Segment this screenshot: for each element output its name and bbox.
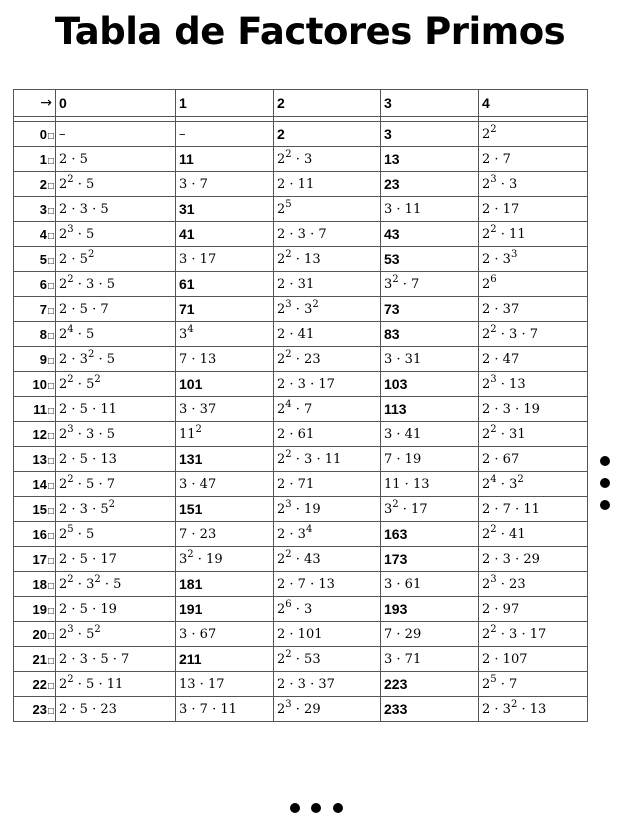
horizontal-ellipsis-dot [333, 803, 343, 813]
factor-cell: $2^2 \cdot 53$ [274, 647, 381, 672]
row-label: 6 [39, 276, 47, 292]
row-label: 16 [32, 526, 47, 542]
box-glyph: □ [47, 655, 54, 667]
box-glyph: □ [47, 530, 54, 542]
factor-cell: $2^2 \cdot 3 \cdot 7$ [479, 322, 588, 347]
factor-cell: 13 · 17 [176, 672, 274, 697]
factor-cell: 3 · 31 [381, 347, 479, 372]
box-glyph: □ [47, 380, 54, 392]
factor-cell: $2^4 \cdot 3^2$ [479, 472, 588, 497]
factor-cell: 2 · 5 · 17 [56, 547, 176, 572]
box-glyph: □ [47, 305, 54, 317]
factor-cell: $3^2 \cdot 17$ [381, 497, 479, 522]
factor-cell: $2^5 \cdot 7$ [479, 672, 588, 697]
box-glyph: □ [47, 680, 54, 692]
row-label: 14 [32, 476, 47, 492]
factor-cell: 3 · 37 [176, 397, 274, 422]
row-label: 23 [32, 701, 47, 717]
factor-cell: 3 · 17 [176, 247, 274, 272]
factor-cell: $2^2 \cdot 5 \cdot 11$ [56, 672, 176, 697]
column-header-0: 0 [56, 90, 176, 117]
factor-cell: $2 \cdot 3^4$ [274, 522, 381, 547]
factor-cell: 2 · 7 [479, 147, 588, 172]
prime-cell: 53 [381, 247, 479, 272]
factor-cell: 2 · 17 [479, 197, 588, 222]
factor-cell: 2 · 3 · 17 [274, 372, 381, 397]
factor-cell: 2 · 97 [479, 597, 588, 622]
factor-cell: 7 · 29 [381, 622, 479, 647]
factor-cell: 3 · 7 [176, 172, 274, 197]
prime-cell: 151 [176, 497, 274, 522]
factor-cell: 3 · 71 [381, 647, 479, 672]
factor-cell: 7 · 23 [176, 522, 274, 547]
factor-cell: 2 · 5 · 11 [56, 397, 176, 422]
factor-cell: 7 · 13 [176, 347, 274, 372]
table-row [14, 147, 588, 172]
arrow-corner-cell: → [14, 90, 56, 117]
table-row [14, 572, 588, 597]
row-header [14, 597, 56, 622]
table-row [14, 222, 588, 247]
row-label: 20 [32, 626, 47, 642]
factor-cell: $2^3 \cdot 19$ [274, 497, 381, 522]
factor-cell: 2 · 3 · 5 · 7 [56, 647, 176, 672]
table-row [14, 547, 588, 572]
vertical-ellipsis-dot [600, 478, 610, 488]
factor-cell: $2^2 \cdot 3^2 \cdot 5$ [56, 572, 176, 597]
prime-cell: 103 [381, 372, 479, 397]
factor-cell: $2^2 \cdot 5 \cdot 7$ [56, 472, 176, 497]
box-glyph: □ [47, 605, 54, 617]
header-row [14, 90, 588, 117]
factor-cell: 2 · 5 · 23 [56, 697, 176, 722]
row-header [14, 397, 56, 422]
prime-cell: 181 [176, 572, 274, 597]
row-label: 5 [39, 251, 47, 267]
table-row [14, 597, 588, 622]
table-row [14, 322, 588, 347]
box-glyph: □ [47, 430, 54, 442]
factor-cell: 2 · 5 · 7 [56, 297, 176, 322]
factor-cell: $2 \cdot 5^2$ [56, 247, 176, 272]
box-glyph: □ [47, 355, 54, 367]
prime-cell: 43 [381, 222, 479, 247]
prime-cell: 3 [381, 122, 479, 147]
factor-cell: $2^3 \cdot 23$ [479, 572, 588, 597]
row-label: 1 [39, 151, 47, 167]
factor-cell: $2^2 \cdot 23$ [274, 347, 381, 372]
table-row [14, 272, 588, 297]
table-row [14, 447, 588, 472]
factor-cell: $2^2 \cdot 3 \cdot 5$ [56, 272, 176, 297]
column-header-1: 1 [176, 90, 274, 117]
factor-cell: $2^2 \cdot 3$ [274, 147, 381, 172]
row-header [14, 547, 56, 572]
box-glyph: □ [47, 255, 54, 267]
prime-cell: 31 [176, 197, 274, 222]
table-row [14, 247, 588, 272]
factor-cell: $3^2 \cdot 7$ [381, 272, 479, 297]
factor-cell: $2^3 \cdot 3 \cdot 5$ [56, 422, 176, 447]
row-label: 12 [32, 426, 47, 442]
table-row [14, 472, 588, 497]
prime-cell: 11 [176, 147, 274, 172]
prime-cell: 191 [176, 597, 274, 622]
prime-cell: 71 [176, 297, 274, 322]
factor-cell: $11^2$ [176, 422, 274, 447]
factor-cell: 2 · 3 · 5 [56, 197, 176, 222]
factor-cell: 2 · 31 [274, 272, 381, 297]
box-glyph: □ [47, 155, 54, 167]
box-glyph: □ [47, 455, 54, 467]
factor-cell: 7 · 19 [381, 447, 479, 472]
prime-cell: 173 [381, 547, 479, 572]
factor-cell: 2 · 47 [479, 347, 588, 372]
prime-cell: 223 [381, 672, 479, 697]
prime-cell: 193 [381, 597, 479, 622]
factor-cell: 2 · 11 [274, 172, 381, 197]
factor-cell: $2^5 \cdot 5$ [56, 522, 176, 547]
factor-cell: 3 · 11 [381, 197, 479, 222]
factor-cell: $2 \cdot 3^3$ [479, 247, 588, 272]
table-row [14, 397, 588, 422]
row-label: 2 [39, 176, 47, 192]
row-label: 9 [39, 351, 47, 367]
factor-cell: $2^2 \cdot 41$ [479, 522, 588, 547]
vertical-ellipsis-dot [600, 500, 610, 510]
factor-cell: 3 · 41 [381, 422, 479, 447]
prime-cell: 41 [176, 222, 274, 247]
box-glyph: □ [47, 580, 54, 592]
column-header-2: 2 [274, 90, 381, 117]
factor-cell: 2 · 5 · 19 [56, 597, 176, 622]
prime-cell: 73 [381, 297, 479, 322]
row-header [14, 447, 56, 472]
row-header [14, 322, 56, 347]
row-header [14, 247, 56, 272]
factor-cell: 2 · 67 [479, 447, 588, 472]
prime-cell: 211 [176, 647, 274, 672]
vertical-ellipsis-dot [600, 456, 610, 466]
factor-cell: $2^2 \cdot 13$ [274, 247, 381, 272]
horizontal-ellipsis-dot [311, 803, 321, 813]
row-label: 7 [39, 301, 47, 317]
factor-cell: $2^6$ [479, 272, 588, 297]
factor-cell: 3 · 61 [381, 572, 479, 597]
box-glyph: □ [47, 505, 54, 517]
prime-cell: 131 [176, 447, 274, 472]
row-header [14, 372, 56, 397]
factor-cell: $2^3 \cdot 3^2$ [274, 297, 381, 322]
column-header-3: 3 [381, 90, 479, 117]
row-header [14, 272, 56, 297]
factor-cell: 2 · 7 · 11 [479, 497, 588, 522]
box-glyph: □ [47, 130, 54, 142]
row-header [14, 647, 56, 672]
column-header-4: 4 [479, 90, 588, 117]
row-label: 19 [32, 601, 47, 617]
factor-cell: 2 · 7 · 13 [274, 572, 381, 597]
row-header [14, 522, 56, 547]
row-header [14, 147, 56, 172]
row-label: 22 [32, 676, 47, 692]
factor-cell: 2 · 37 [479, 297, 588, 322]
factor-cell: $2^2 \cdot 11$ [479, 222, 588, 247]
row-label: 11 [33, 401, 47, 417]
factor-cell: 2 · 61 [274, 422, 381, 447]
row-header [14, 422, 56, 447]
row-label: 15 [32, 501, 47, 517]
row-label: 8 [39, 326, 47, 342]
factor-cell: $2^2$ [479, 122, 588, 147]
table-row [14, 372, 588, 397]
factor-cell: – [56, 122, 176, 147]
factor-cell: $2^2 \cdot 3 \cdot 11$ [274, 447, 381, 472]
factor-cell: $2^2 \cdot 5^2$ [56, 372, 176, 397]
prime-cell: 163 [381, 522, 479, 547]
factor-cell: – [176, 122, 274, 147]
box-glyph: □ [47, 205, 54, 217]
row-label: 3 [39, 201, 47, 217]
factor-cell: $2^3 \cdot 29$ [274, 697, 381, 722]
factor-cell: 11 · 13 [381, 472, 479, 497]
row-header [14, 497, 56, 522]
horizontal-ellipsis-dot [290, 803, 300, 813]
row-label: 21 [32, 651, 47, 667]
factor-cell: $2^6 \cdot 3$ [274, 597, 381, 622]
factor-cell: $2^3 \cdot 3$ [479, 172, 588, 197]
table-row [14, 197, 588, 222]
row-header [14, 122, 56, 147]
row-label: 10 [32, 376, 47, 392]
table-row [14, 172, 588, 197]
box-glyph: □ [47, 630, 54, 642]
table-row [14, 622, 588, 647]
prime-cell: 101 [176, 372, 274, 397]
box-glyph: □ [47, 330, 54, 342]
factor-cell: $2^2 \cdot 43$ [274, 547, 381, 572]
prime-cell: 83 [381, 322, 479, 347]
factor-cell: $2^3 \cdot 5$ [56, 222, 176, 247]
row-label: 4 [39, 226, 47, 242]
factor-cell: $2 \cdot 3^2 \cdot 13$ [479, 697, 588, 722]
box-glyph: □ [47, 405, 54, 417]
table-row [14, 497, 588, 522]
row-header [14, 672, 56, 697]
factor-cell: $2^4 \cdot 5$ [56, 322, 176, 347]
factor-cell: $2^5$ [274, 197, 381, 222]
row-label: 13 [32, 451, 47, 467]
box-glyph: □ [47, 555, 54, 567]
factor-cell: 2 · 5 · 13 [56, 447, 176, 472]
factor-cell: $2^4 \cdot 7$ [274, 397, 381, 422]
factor-cell: 3 · 7 · 11 [176, 697, 274, 722]
box-glyph: □ [47, 480, 54, 492]
prime-cell: 23 [381, 172, 479, 197]
row-header [14, 622, 56, 647]
table-row [14, 522, 588, 547]
factor-cell: 2 · 3 · 7 [274, 222, 381, 247]
row-header [14, 572, 56, 597]
row-label: 18 [32, 576, 47, 592]
factor-cell: $3^2 \cdot 19$ [176, 547, 274, 572]
prime-factor-table [13, 89, 588, 722]
table-row [14, 297, 588, 322]
prime-cell: 13 [381, 147, 479, 172]
box-glyph: □ [47, 180, 54, 192]
row-header [14, 172, 56, 197]
page-title: Tabla de Factores Primos [54, 10, 566, 53]
prime-cell: 233 [381, 697, 479, 722]
factor-cell: $2^3 \cdot 13$ [479, 372, 588, 397]
prime-cell: 2 [274, 122, 381, 147]
row-header [14, 472, 56, 497]
factor-cell: 2 · 3 · 19 [479, 397, 588, 422]
factor-cell: $2^2 \cdot 3 \cdot 17$ [479, 622, 588, 647]
table-row [14, 672, 588, 697]
prime-cell: 61 [176, 272, 274, 297]
factor-cell: $2 \cdot 3 \cdot 5^2$ [56, 497, 176, 522]
factor-cell: 3 · 47 [176, 472, 274, 497]
row-label: 0 [39, 126, 47, 142]
factor-cell: 2 · 71 [274, 472, 381, 497]
factor-cell: $3^4$ [176, 322, 274, 347]
factor-cell: 2 · 3 · 37 [274, 672, 381, 697]
factor-cell: 2 · 101 [274, 622, 381, 647]
factor-cell: $2^2 \cdot 31$ [479, 422, 588, 447]
factor-cell: 3 · 67 [176, 622, 274, 647]
table-row [14, 697, 588, 722]
factor-cell: $2^2 \cdot 5$ [56, 172, 176, 197]
factor-cell: 2 · 107 [479, 647, 588, 672]
box-glyph: □ [47, 705, 54, 717]
factor-cell: $2 \cdot 3^2 \cdot 5$ [56, 347, 176, 372]
row-header [14, 297, 56, 322]
table-row [14, 347, 588, 372]
prime-cell: 113 [381, 397, 479, 422]
table-row [14, 647, 588, 672]
factor-cell: 2 · 5 [56, 147, 176, 172]
row-header [14, 697, 56, 722]
row-header [14, 197, 56, 222]
table-row [14, 422, 588, 447]
box-glyph: □ [47, 280, 54, 292]
row-header [14, 222, 56, 247]
row-header [14, 347, 56, 372]
table-row [14, 122, 588, 147]
factor-cell: 2 · 41 [274, 322, 381, 347]
row-label: 17 [32, 551, 47, 567]
factor-cell: 2 · 3 · 29 [479, 547, 588, 572]
factor-cell: $2^3 \cdot 5^2$ [56, 622, 176, 647]
box-glyph: □ [47, 230, 54, 242]
